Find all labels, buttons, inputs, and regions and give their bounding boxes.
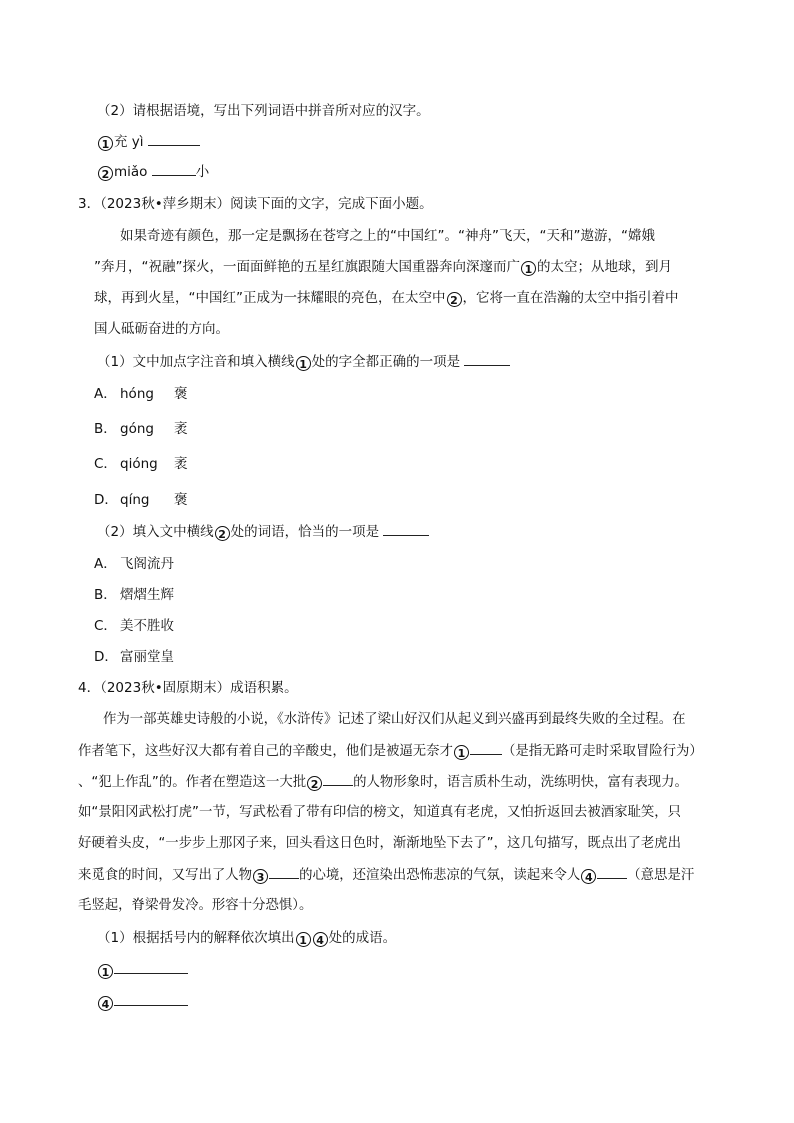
- q4-paragraph-line-1: 作为一部英雄史诗般的小说，《水浒传》记述了梁山好汉们从起义到兴盛再到最终失败的全过程。在: [103, 712, 686, 727]
- q3-paragraph-line-4: 国人砥砺奋进的方向。: [94, 321, 229, 337]
- circled-number: 1: [98, 964, 113, 979]
- q3-sub2-option-d[interactable]: [94, 646, 174, 668]
- q2-sub2-item2: [97, 161, 209, 183]
- item-text: miǎo: [114, 164, 148, 180]
- option-char: 褒: [174, 492, 188, 508]
- circled-number: 1: [296, 356, 311, 371]
- answer-blank[interactable]: [383, 521, 429, 536]
- option-letter: D．: [94, 492, 118, 508]
- option-letter: A．: [94, 386, 117, 402]
- answer-blank[interactable]: [152, 161, 196, 176]
- circled-number: 2: [215, 526, 230, 541]
- answer-blank[interactable]: [597, 864, 627, 879]
- option-text: 熠熠生辉: [120, 587, 174, 603]
- answer-blank[interactable]: [114, 959, 188, 974]
- option-pinyin: góng: [120, 421, 154, 437]
- text: （1）文中加点字注音和填入横线: [97, 354, 295, 370]
- answer-blank[interactable]: [323, 771, 353, 786]
- circled-number: 1: [521, 261, 536, 276]
- q4-paragraph-line-6: [78, 864, 694, 887]
- option-char: 袤: [174, 456, 188, 472]
- q3-sub1-option-d[interactable]: [94, 489, 188, 511]
- q3-sub1-option-c[interactable]: [94, 453, 188, 475]
- answer-blank[interactable]: [148, 131, 200, 146]
- q4-header: 4．（2023秋•固原期末）成语积累。: [78, 680, 298, 696]
- circled-number: 1: [296, 932, 311, 947]
- circled-number: 2: [447, 292, 462, 307]
- option-letter: C．: [94, 456, 117, 472]
- text: ，它将一直在浩瀚的太空中指引着中: [462, 290, 679, 306]
- text: 来觅食的时间，又写出了人物: [78, 868, 253, 883]
- circled-number: 4: [98, 996, 113, 1011]
- circled-number: 1: [98, 136, 113, 151]
- q3-sub2-prompt: [97, 521, 429, 543]
- q3-sub2-option-c[interactable]: [94, 615, 174, 637]
- q3-paragraph-line-2: [94, 256, 672, 278]
- text: （1）根据括号内的解释依次填出: [97, 930, 295, 946]
- q3-sub1-option-a[interactable]: [94, 383, 188, 405]
- answer-blank[interactable]: [464, 351, 510, 366]
- circled-number: 2: [98, 166, 113, 181]
- option-letter: B．: [94, 587, 117, 603]
- option-text: 美不胜收: [120, 618, 174, 634]
- text: 作者笔下，这些好汉大都有着自己的辛酸史，他们是被逼无奈才: [78, 744, 453, 759]
- circled-number: 1: [454, 745, 469, 760]
- option-letter: B．: [94, 421, 117, 437]
- q4-paragraph-line-7: 毛竖起，脊梁骨发冷。形容十分恐惧）。: [78, 898, 313, 913]
- q4-paragraph-line-4: 如“景阳冈武松打虎”一节，写武松看了带有印信的榜文，知道真有老虎，又怕折返回去被酒家耻笑，只: [78, 805, 682, 820]
- answer-blank[interactable]: [114, 991, 188, 1006]
- q4-sub1-prompt: [97, 927, 396, 949]
- answer-blank[interactable]: [269, 864, 299, 879]
- text: 的心境，还渲染出恐怖悲凉的气氛，读起来令人: [299, 868, 581, 883]
- q3-sub1-option-b[interactable]: [94, 418, 188, 440]
- q3-header: 3．（2023秋•萍乡期末）阅读下面的文字，完成下面小题。: [78, 196, 433, 212]
- q3-sub2-option-b[interactable]: [94, 584, 174, 606]
- option-pinyin: qíng: [120, 492, 150, 508]
- option-char: 袤: [174, 421, 188, 437]
- option-pinyin: hóng: [120, 386, 154, 402]
- q4-answer-1: [97, 959, 188, 981]
- q3-sub2-option-a[interactable]: [94, 553, 174, 575]
- q2-sub2-item1: [97, 131, 200, 153]
- option-text: 富丽堂皇: [120, 649, 174, 665]
- text: （是指无路可走时采取冒险行为）: [501, 744, 703, 759]
- option-char: 褒: [174, 386, 188, 402]
- text: 球，再到火星，“中国红”正成为一抹耀眼的亮色，在太空中: [94, 290, 446, 306]
- q4-answer-4: [97, 991, 188, 1013]
- q4-paragraph-line-3: [78, 771, 688, 794]
- text: 处的字全都正确的一项是: [311, 354, 461, 370]
- circled-number: 4: [581, 869, 596, 884]
- option-text: 飞阁流丹: [120, 556, 174, 572]
- q3-paragraph-line-3: [94, 287, 679, 309]
- text: 的太空；从地球，到月: [536, 259, 672, 275]
- q4-paragraph-line-5: 好硬着头皮，“一步步上那冈子来，回头看这日色时，渐渐地坠下去了”，这几句描写，既点出了老虎出: [78, 836, 682, 851]
- option-pinyin: qióng: [120, 456, 158, 472]
- circled-number: 3: [253, 869, 268, 884]
- item-text: 充 yì: [114, 134, 144, 150]
- circled-number: 4: [313, 932, 328, 947]
- q2-sub2-prompt: （2）请根据语境，写出下列词语中拼音所对应的汉字。: [97, 103, 430, 119]
- text: 处的成语。: [328, 930, 397, 946]
- circled-number: 2: [307, 776, 322, 791]
- q3-paragraph-line-1: 如果奇迹有颜色，那一定是飘扬在苍穹之上的“中国红”。“神舟”飞天，“天和”遨游，“嫦娥: [120, 228, 655, 244]
- option-letter: A．: [94, 556, 117, 572]
- option-letter: D．: [94, 649, 118, 665]
- text: ”奔月，“祝融”探火，一面面鲜艳的五星红旗跟随大国重器奔向深邃而广: [94, 259, 520, 275]
- text: （2）填入文中横线: [97, 524, 214, 540]
- text: 、“犯上作乱”的。作者在塑造这一大批: [78, 775, 307, 790]
- q4-paragraph-line-2: [78, 740, 703, 763]
- text: 处的词语，恰当的一项是: [230, 524, 380, 540]
- item-suffix: 小: [195, 164, 210, 180]
- answer-blank[interactable]: [470, 740, 502, 755]
- text: （意思是汗: [627, 868, 695, 883]
- q3-sub1-prompt: [97, 351, 510, 373]
- option-letter: C．: [94, 618, 117, 634]
- text: 的人物形象时，语言质朴生动，洗练明快，富有表现力。: [353, 775, 688, 790]
